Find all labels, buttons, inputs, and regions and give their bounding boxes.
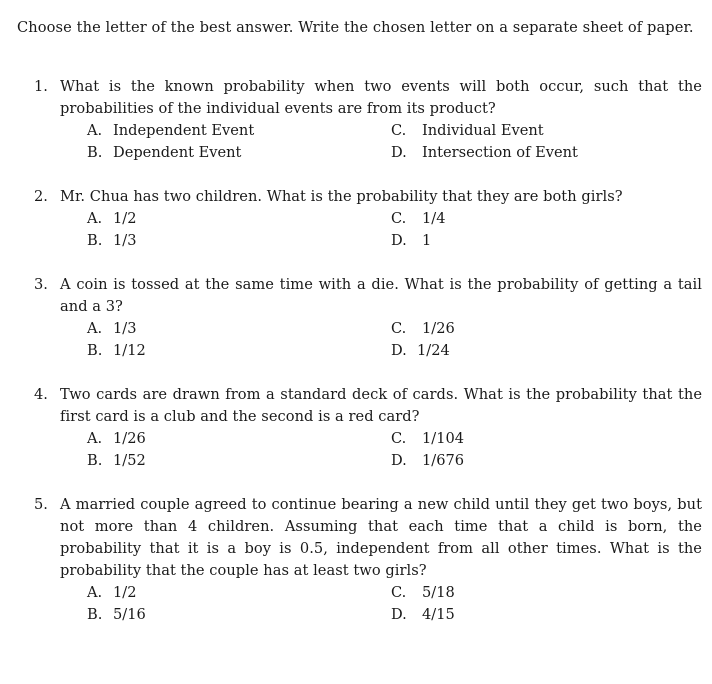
choice-d <box>391 340 651 362</box>
choice-letter: D. <box>391 144 407 161</box>
choice-letter: C. <box>391 430 407 447</box>
choice-letter: D. <box>391 452 407 469</box>
question-1 <box>34 76 702 164</box>
choice-d <box>391 604 651 626</box>
choice-text: 1/2 <box>113 210 137 227</box>
choice-text: 1/12 <box>113 342 146 359</box>
choice-a <box>87 318 391 340</box>
question-number: 4. <box>34 386 48 403</box>
choice-letter: B. <box>87 232 103 249</box>
choice-text: 1/104 <box>422 430 465 447</box>
choice-letter: B. <box>87 342 103 359</box>
choice-a <box>87 582 391 604</box>
choices <box>87 582 702 626</box>
choice-text: 5/16 <box>113 606 146 623</box>
choice-text: 1/4 <box>422 210 446 227</box>
choice-d <box>391 142 651 164</box>
question-3 <box>34 274 702 362</box>
choice-letter: C. <box>391 122 407 139</box>
choice-a <box>87 428 391 450</box>
choice-d <box>391 230 651 252</box>
choice-letter: B. <box>87 452 103 469</box>
choice-letter: C. <box>391 210 407 227</box>
choice-text: 1/676 <box>422 452 465 469</box>
question-number: 2. <box>34 188 48 205</box>
choice-text: 1 <box>422 232 432 249</box>
choice-b <box>87 340 391 362</box>
choice-text: 1/52 <box>113 452 146 469</box>
choice-a <box>87 208 391 230</box>
question-text: What is the known probability when two events will both occur, such that the probabilities of the individual events are from its product? <box>60 78 702 117</box>
question-text: A coin is tossed at the same time with a die. What is the probability of getting a tail and a 3? <box>60 276 702 315</box>
choice-text: Dependent Event <box>113 144 242 161</box>
choices <box>87 428 702 472</box>
choice-b <box>87 230 391 252</box>
question-text: A married couple agreed to continue bearing a new child until they get two boys, but not more than 4 children. Assuming that each time that a child is born, the probability that it is a boy is 0.5, independent from all other times. What is the probability that the couple has at least two girls? <box>60 496 702 579</box>
choice-text: Independent Event <box>113 122 255 139</box>
question-number: 3. <box>34 276 48 293</box>
question-number: 5. <box>34 496 48 513</box>
choice-letter: D. <box>391 606 407 623</box>
choice-text: 1/26 <box>113 430 146 447</box>
instructions: Choose the letter of the best answer. Write the chosen letter on a separate sheet of paper. <box>17 19 694 36</box>
choice-text: 1/2 <box>113 584 137 601</box>
choice-text: 1/3 <box>113 232 137 249</box>
choice-d <box>391 450 651 472</box>
choice-letter: C. <box>391 320 407 337</box>
question-text: Two cards are drawn from a standard deck of cards. What is the probability that the first card is a club and the second is a red card? <box>60 386 702 425</box>
choice-letter: B. <box>87 606 103 623</box>
choice-letter: B. <box>87 144 103 161</box>
choice-letter: C. <box>391 584 407 601</box>
choice-letter: A. <box>87 210 103 227</box>
choice-text: 1/24 <box>417 342 450 359</box>
choice-c <box>391 208 651 230</box>
choice-b <box>87 450 391 472</box>
question-number: 1. <box>34 78 48 95</box>
choice-text: 1/26 <box>422 320 455 337</box>
choice-letter: A. <box>87 320 103 337</box>
choices <box>87 120 702 164</box>
choice-letter: A. <box>87 584 103 601</box>
choice-text: Intersection of Event <box>422 144 578 161</box>
question-5 <box>34 494 702 626</box>
choice-b <box>87 604 391 626</box>
choice-c <box>391 318 651 340</box>
choice-letter: D. <box>391 232 407 249</box>
choice-letter: A. <box>87 430 103 447</box>
choice-text: 1/3 <box>113 320 137 337</box>
choice-c <box>391 120 651 142</box>
question-4 <box>34 384 702 472</box>
choice-b <box>87 142 391 164</box>
choice-c <box>391 582 651 604</box>
choice-text: Individual Event <box>422 122 544 139</box>
choices <box>87 318 702 362</box>
choice-text: 5/18 <box>422 584 455 601</box>
question-text: Mr. Chua has two children. What is the probability that they are both girls? <box>60 188 623 205</box>
choice-letter: D. <box>391 342 407 359</box>
choices <box>87 208 702 252</box>
choice-text: 4/15 <box>422 606 455 623</box>
choice-c <box>391 428 651 450</box>
choice-a <box>87 120 391 142</box>
question-2 <box>34 186 702 252</box>
choice-letter: A. <box>87 122 103 139</box>
